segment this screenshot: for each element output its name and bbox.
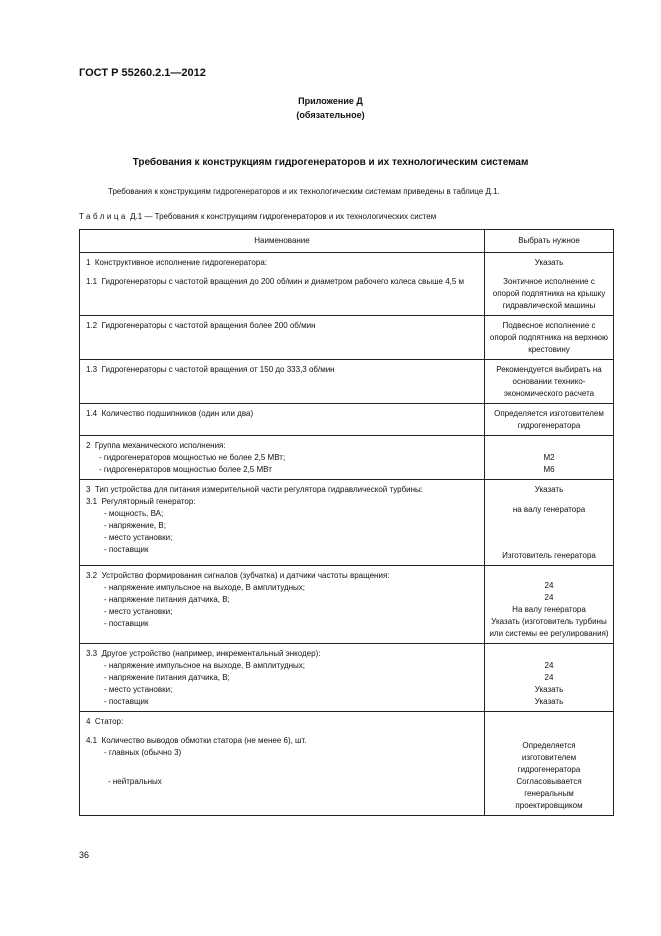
choice-text: 24 [544,593,554,602]
choice-text: Рекомендуется выбирать на основании технико-экономического расчета [496,365,602,398]
row-text: 3.1 Регуляторный генератор: [86,497,196,506]
row-description [80,404,485,436]
choice-text: На валу генератора [512,605,586,614]
table-caption-text: Д.1 — Требования к конструкциям гидрогенераторов и их технологических систем [127,212,437,221]
row-text: 1.1 Гидрогенераторы с частотой вращения до 200 об/мин и диаметром рабочего колеса свыше 4,5 м [86,277,465,286]
row-choice [485,712,614,816]
choice-text: М6 [543,465,555,474]
row-text: - напряжение импульсное на выходе, В амплитудных; [104,661,305,670]
choice-text: 24 [544,673,554,682]
row-text: - место установки; [104,607,173,616]
header-name: Наименование [80,230,485,253]
choice-text [489,440,609,452]
row-choice [485,644,614,712]
row-choice [485,404,614,436]
choice-text: Определяется изготовителем гидрогенератора [517,741,581,774]
row-text: - напряжение импульсное на выходе, В амплитудных; [104,583,305,592]
row-text: 4 Статор: [86,717,124,726]
row-text: 1.4 Количество подшипников (один или два) [86,409,254,418]
choice-text: Указать (изготовитель турбины или системы ее регулирования) [489,617,609,638]
row-description [80,480,485,566]
appendix-status: (обязательное) [296,110,365,120]
row-choice [485,480,614,566]
header-choice: Выбрать нужное [485,230,614,253]
row-description [80,360,485,404]
row-text: - напряжение, В; [104,521,166,530]
table-caption [79,212,436,221]
row-choice [485,436,614,480]
choice-text: 24 [544,581,554,590]
document-header: ГОСТ Р 55260.2.1—2012 [79,67,206,79]
row-choice [485,253,614,316]
row-text: - напряжение питания датчика, В; [104,673,230,682]
choice-text: Изготовитель генератора [502,551,596,560]
table-caption-word: Таблица [79,212,128,221]
choice-text: Указать [534,485,564,494]
row-text: 1.2 Гидрогенераторы с частотой вращения более 200 об/мин [86,321,316,330]
row-text: - поставщик [104,619,149,628]
appendix-title: Приложение Д [298,96,363,106]
row-text: - место установки; [104,685,173,694]
row-text: - гидрогенераторов мощностью более 2,5 МВт [99,465,272,474]
choice-text: Определяется изготовителем гидрогенератора [494,409,604,430]
choice-text: 24 [544,661,554,670]
row-text: 3.2 Устройство формирования сигналов (зубчатка) и датчики частоты вращения: [86,571,390,580]
row-choice [485,360,614,404]
row-description [80,566,485,644]
row-text: - поставщик [104,545,149,554]
row-text: - поставщик [104,697,149,706]
choice-text: Согласовывается генеральным проектировщиком [515,777,583,810]
choice-text: на валу генератора [512,505,586,514]
table-row [80,566,614,644]
table-row [80,360,614,404]
row-text: - главных (обычно 3) [104,748,182,757]
table-row [80,712,614,816]
row-text: - напряжение питания датчика, В; [104,595,230,604]
row-text: - нейтральных [108,777,162,786]
intro-paragraph: Требования к конструкциям гидрогенераторов и их технологическим системам приведены в таблице Д.1. [108,187,500,196]
page-number: 36 [79,850,90,860]
row-text: 1 Конструктивное исполнение гидрогенератора: [86,258,268,267]
row-text: 3.3 Другое устройство (например, инкрементальный энкодер): [86,649,321,658]
table-row [80,253,614,316]
row-description [80,253,485,316]
table-row [80,436,614,480]
table-header-row [80,230,614,253]
row-description [80,436,485,480]
row-text: 3 Тип устройства для питания измерительной части регулятора гидравлической турбины: [86,485,424,494]
row-text: - мощность, ВА; [104,509,164,518]
row-description [80,644,485,712]
row-description [80,316,485,360]
choice-text: М2 [543,453,555,462]
row-text: - место установки; [104,533,173,542]
requirements-table [79,229,614,816]
row-choice [485,316,614,360]
table-row [80,316,614,360]
choice-text: Указать [534,697,564,706]
table-row [80,480,614,566]
row-text: 2 Группа механического исполнения: [86,441,226,450]
row-choice [485,566,614,644]
table-row [80,404,614,436]
choice-text: Указать [534,685,564,694]
row-description [80,712,485,816]
row-text: 4.1 Количество выводов обмотки статора (не менее 6), шт. [86,736,307,745]
choice-text: Подвесное исполнение с опорой подпятника на верхнюю крестовину [489,321,609,354]
section-title: Требования к конструкциям гидрогенераторов и их технологическим системам [132,157,529,168]
row-text: 1.3 Гидрогенераторы с частотой вращения от 150 до 333,3 об/мин [86,365,335,374]
choice-text: Указать [534,258,564,267]
row-text: - гидрогенераторов мощностью не более 2,5 МВт; [99,453,286,462]
choice-text: Зонтичное исполнение с опорой подпятника на крышку гидравлической машины [492,277,606,310]
table-row [80,644,614,712]
